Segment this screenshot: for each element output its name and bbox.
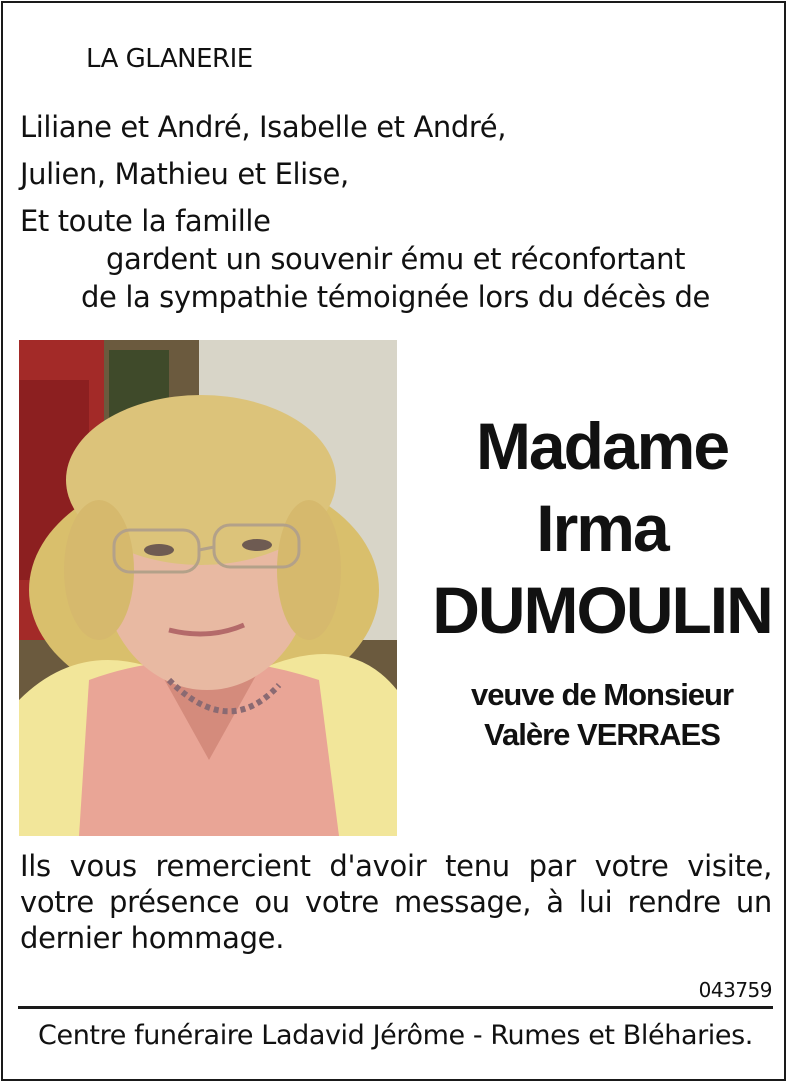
family-names bbox=[20, 104, 506, 245]
divider bbox=[18, 1006, 773, 1009]
widow-of bbox=[425, 675, 779, 755]
reference-number: 043759 bbox=[698, 978, 772, 1002]
portrait-illustration bbox=[19, 340, 397, 836]
thanks-paragraph: Ils vous remercient d'avoir tenu par votre visite, votre présence ou votre message, à lui rendre un dernier hommage. bbox=[20, 849, 772, 955]
family-line: Et toute la famille bbox=[20, 204, 271, 238]
portrait-photo bbox=[19, 340, 397, 836]
family-line: Liliane et André, Isabelle et André, bbox=[20, 110, 507, 144]
place-name: LA GLANERIE bbox=[86, 44, 253, 74]
deceased-name-block bbox=[425, 405, 779, 755]
deceased-last-name: DUMOULIN bbox=[432, 573, 772, 647]
deceased-first-name: Irma bbox=[536, 491, 668, 565]
widow-line: Valère VERRAES bbox=[484, 717, 720, 752]
gratitude-line: gardent un souvenir ému et réconfortant bbox=[105, 242, 686, 276]
gratitude-text bbox=[0, 240, 791, 316]
family-line: Julien, Mathieu et Elise, bbox=[20, 157, 349, 191]
gratitude-line: de la sympathie témoignée lors du décès de bbox=[81, 280, 710, 314]
widow-line: veuve de Monsieur bbox=[470, 677, 734, 712]
funeral-home: Centre funéraire Ladavid Jérôme - Rumes et Bléharies. bbox=[38, 1020, 753, 1051]
deceased-title: Madame bbox=[475, 409, 729, 483]
